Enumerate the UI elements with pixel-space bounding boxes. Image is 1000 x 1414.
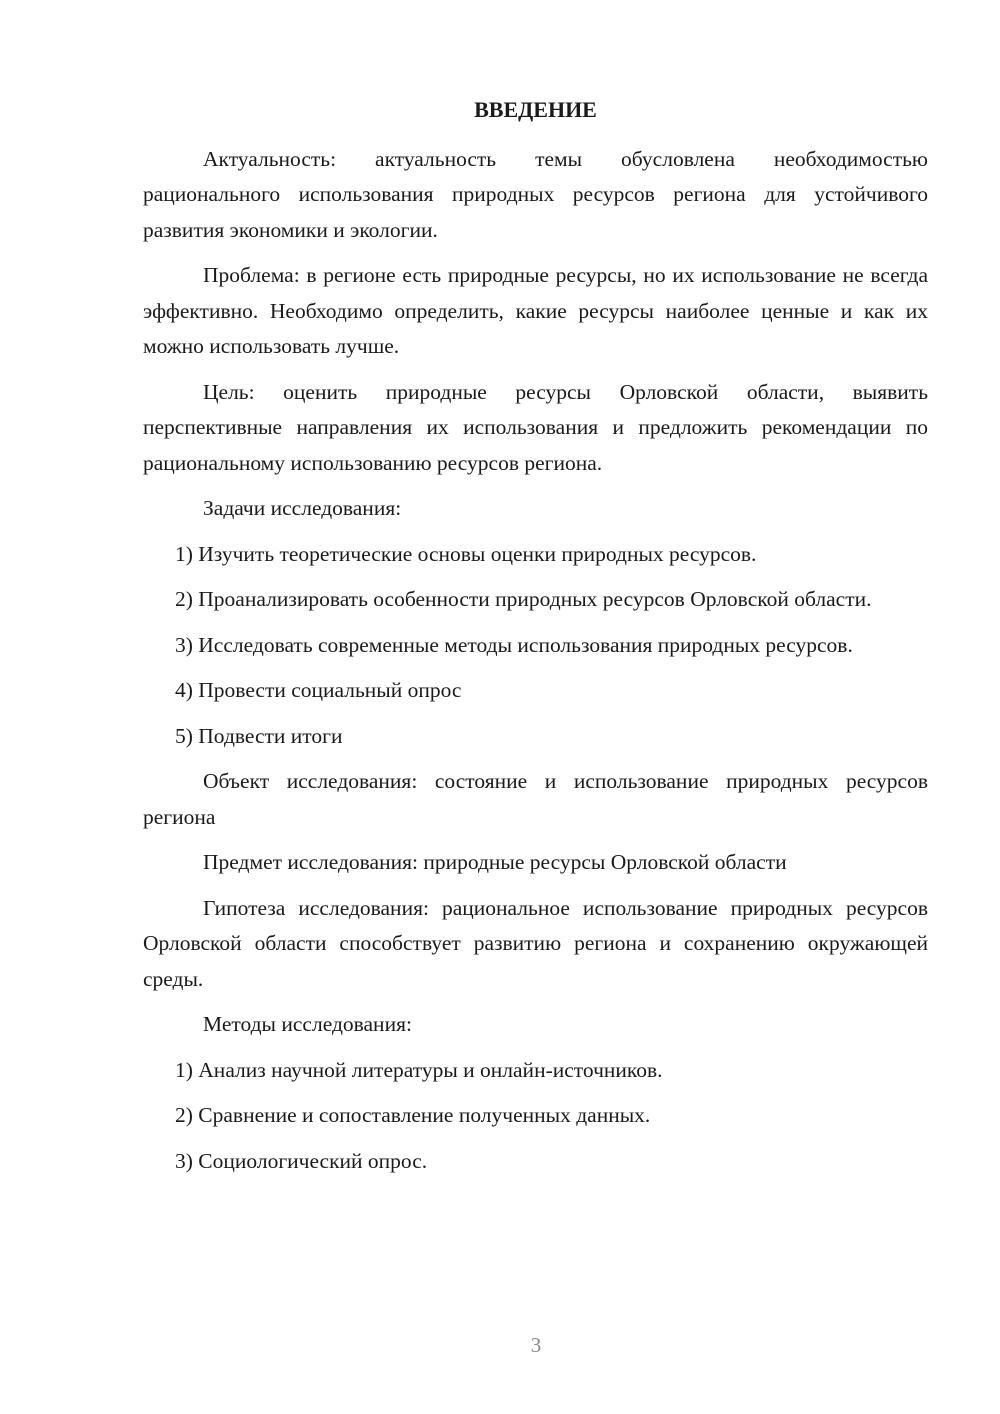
relevance-paragraph: Актуальность: актуальность темы обусловлена необходимостью рационального использования природных ресурсов региона для устойчивого развития экономики и экологии.	[143, 146, 928, 242]
methods-heading: Методы исследования:	[203, 1012, 412, 1036]
problem-paragraph: Проблема: в регионе есть природные ресурсы, но их использование не всегда эффективно. Необходимо определить, какие ресурсы наиболее ценные и как их можно использовать лучше.	[143, 263, 928, 358]
task-item-5: 5) Подвести итоги	[175, 723, 343, 748]
object-paragraph: Объект исследования: состояние и использование природных ресурсов региона	[143, 769, 928, 829]
page-title: ВВЕДЕНИЕ	[474, 97, 597, 122]
task-item-4: 4) Провести социальный опрос	[175, 678, 462, 702]
task-item-1: 1) Изучить теоретические основы оценки природных ресурсов.	[175, 541, 757, 566]
goal-paragraph: Цель: оценить природные ресурсы Орловской области, выявить перспективные направления их использования и предложить рекомендации по рациональному использованию ресурсов региона.	[143, 379, 928, 475]
page-number: 3	[530, 1333, 542, 1357]
method-item-2: 2) Сравнение и сопоставление полученных данных.	[175, 1103, 651, 1127]
hypothesis-paragraph: Гипотеза исследования: рациональное использование природных ресурсов Орловской области способствует развитию региона и сохранению окружающей среды.	[143, 895, 928, 991]
method-item-3: 3) Социологический опрос.	[175, 1148, 428, 1173]
tasks-heading: Задачи исследования:	[203, 496, 402, 520]
method-item-1: 1) Анализ научной литературы и онлайн-источников.	[175, 1057, 663, 1082]
task-item-2: 2) Проанализировать особенности природных ресурсов Орловской области.	[175, 587, 872, 611]
document-page	[143, 92, 928, 1189]
task-item-3: 3) Исследовать современные методы использования природных ресурсов.	[175, 632, 853, 657]
subject-paragraph: Предмет исследования: природные ресурсы Орловской области	[203, 850, 787, 874]
